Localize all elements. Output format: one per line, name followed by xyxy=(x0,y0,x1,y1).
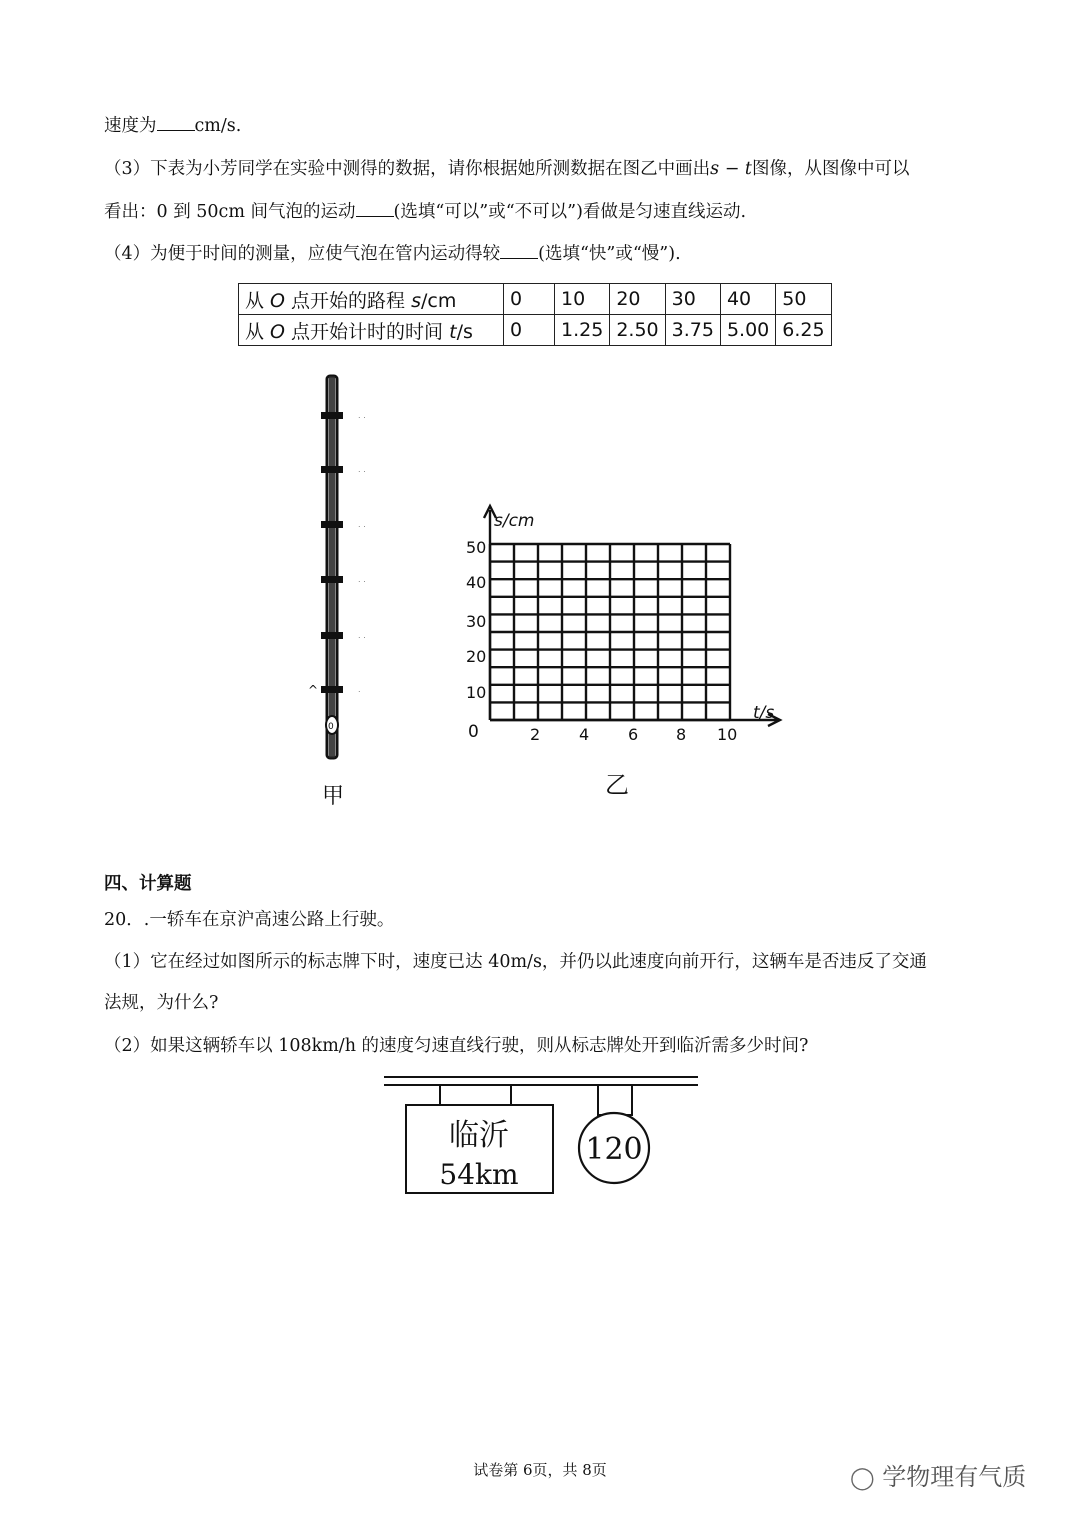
table-cell: 40 xyxy=(720,284,775,315)
sign-city: 临沂 xyxy=(449,1118,509,1153)
table-cell: 20 xyxy=(610,284,665,315)
svg-text:.: . xyxy=(358,685,361,694)
table-cell: 3.75 xyxy=(665,315,720,346)
table-cell: 6.25 xyxy=(776,315,831,346)
st-graph xyxy=(460,500,790,810)
q19-part3-line2 xyxy=(104,198,746,223)
table-cell: 2.50 xyxy=(610,315,665,346)
measurement-table xyxy=(238,283,832,346)
figure-tube xyxy=(296,370,386,820)
q20-part1-line2: 法规，为什么? xyxy=(104,993,219,1013)
svg-text:. .: . . xyxy=(358,631,366,640)
svg-text:. .: . . xyxy=(358,411,366,420)
table-cell: 0 xyxy=(504,315,555,346)
svg-text:. .: . . xyxy=(358,465,366,474)
origin-label: 0 xyxy=(468,722,479,742)
part4-text-a: （4）为便于时间的测量，应使气泡在管内运动得较 xyxy=(104,244,501,264)
x-tick-label: 4 xyxy=(579,725,590,744)
x-tick-label: 2 xyxy=(530,725,541,744)
table-cell: 30 xyxy=(665,284,720,315)
y-tick-label: 30 xyxy=(466,612,487,631)
speed-prefix: 速度为 xyxy=(104,116,157,136)
y-tick-label: 50 xyxy=(466,538,487,557)
x-tick-label: 10 xyxy=(717,725,738,744)
figure-jia-label: 甲 xyxy=(322,784,345,809)
row-header-distance: 从 O 点开始的路程 s/cm xyxy=(239,284,504,315)
tube-o-label: 0 xyxy=(328,722,334,732)
part3-t-symbol: t xyxy=(744,159,752,179)
watermark xyxy=(850,1457,1026,1492)
x-axis-label: t/s xyxy=(753,703,775,723)
watermark-text: 学物理有气质 xyxy=(882,1463,1027,1491)
part3-text-b: 图像，从图像中可以 xyxy=(751,159,910,179)
svg-text:. .: . . xyxy=(358,575,366,584)
part4-text-b: (选填“快”或“慢”). xyxy=(538,244,681,264)
svg-text:^: ^ xyxy=(308,683,319,697)
x-tick-label: 8 xyxy=(676,725,687,744)
q20-part1-line1: （1）它在经过如图所示的标志牌下时，速度已达 40m/s，并仍以此速度向前开行，这辆车是否违反了交通 xyxy=(104,952,927,972)
q19-part4-line xyxy=(104,240,681,265)
sign-distance: 54km xyxy=(439,1158,519,1191)
q20-part2: （2）如果这辆轿车以 108km/h 的速度匀速直线行驶，则从标志牌处开到临沂需多少时间? xyxy=(104,1036,809,1056)
answer-blank-uniform[interactable] xyxy=(356,200,394,217)
answer-blank-speed[interactable] xyxy=(157,114,195,131)
y-tick-label: 20 xyxy=(466,647,487,666)
y-axis-label: s/cm xyxy=(494,511,535,531)
speed-limit-value: 120 xyxy=(585,1132,643,1167)
table-row xyxy=(239,284,832,315)
part3-dash: − xyxy=(719,159,745,179)
q19-speed-line xyxy=(104,112,241,137)
wechat-icon: ◯ xyxy=(850,1466,875,1491)
q20-intro: 20．.一轿车在京沪高速公路上行驶。 xyxy=(104,910,395,930)
table-cell: 0 xyxy=(504,284,555,315)
x-tick-label: 6 xyxy=(628,725,639,744)
table-row xyxy=(239,315,832,346)
part3-line2-a: 看出：0 到 50cm 间气泡的运动 xyxy=(104,202,356,222)
y-tick-label: 40 xyxy=(466,573,487,592)
table-cell: 50 xyxy=(776,284,831,315)
table-cell: 10 xyxy=(555,284,610,315)
table-cell: 5.00 xyxy=(720,315,775,346)
row-header-time: 从 O 点开始计时的时间 t/s xyxy=(239,315,504,346)
part3-text-a: （3）下表为小芳同学在实验中测得的数据，请你根据她所测数据在图乙中画出 xyxy=(104,159,711,179)
svg-text:. .: . . xyxy=(358,520,366,529)
part3-line2-b: (选填“可以”或“不可以”)看做是匀速直线运动. xyxy=(393,202,747,222)
part3-s-symbol: s xyxy=(710,159,720,179)
table-cell: 1.25 xyxy=(555,315,610,346)
road-sign-figure xyxy=(378,1072,708,1202)
figure-yi-label: 乙 xyxy=(605,771,629,799)
q19-part3-line1 xyxy=(104,155,909,180)
y-tick-label: 10 xyxy=(466,683,487,702)
section-heading: 四、计算题 xyxy=(104,874,192,894)
speed-suffix: cm/s. xyxy=(194,116,242,136)
answer-blank-speed-choice[interactable] xyxy=(500,242,538,259)
page-footer: 试卷第 6页，共 8页 xyxy=(473,1461,607,1479)
